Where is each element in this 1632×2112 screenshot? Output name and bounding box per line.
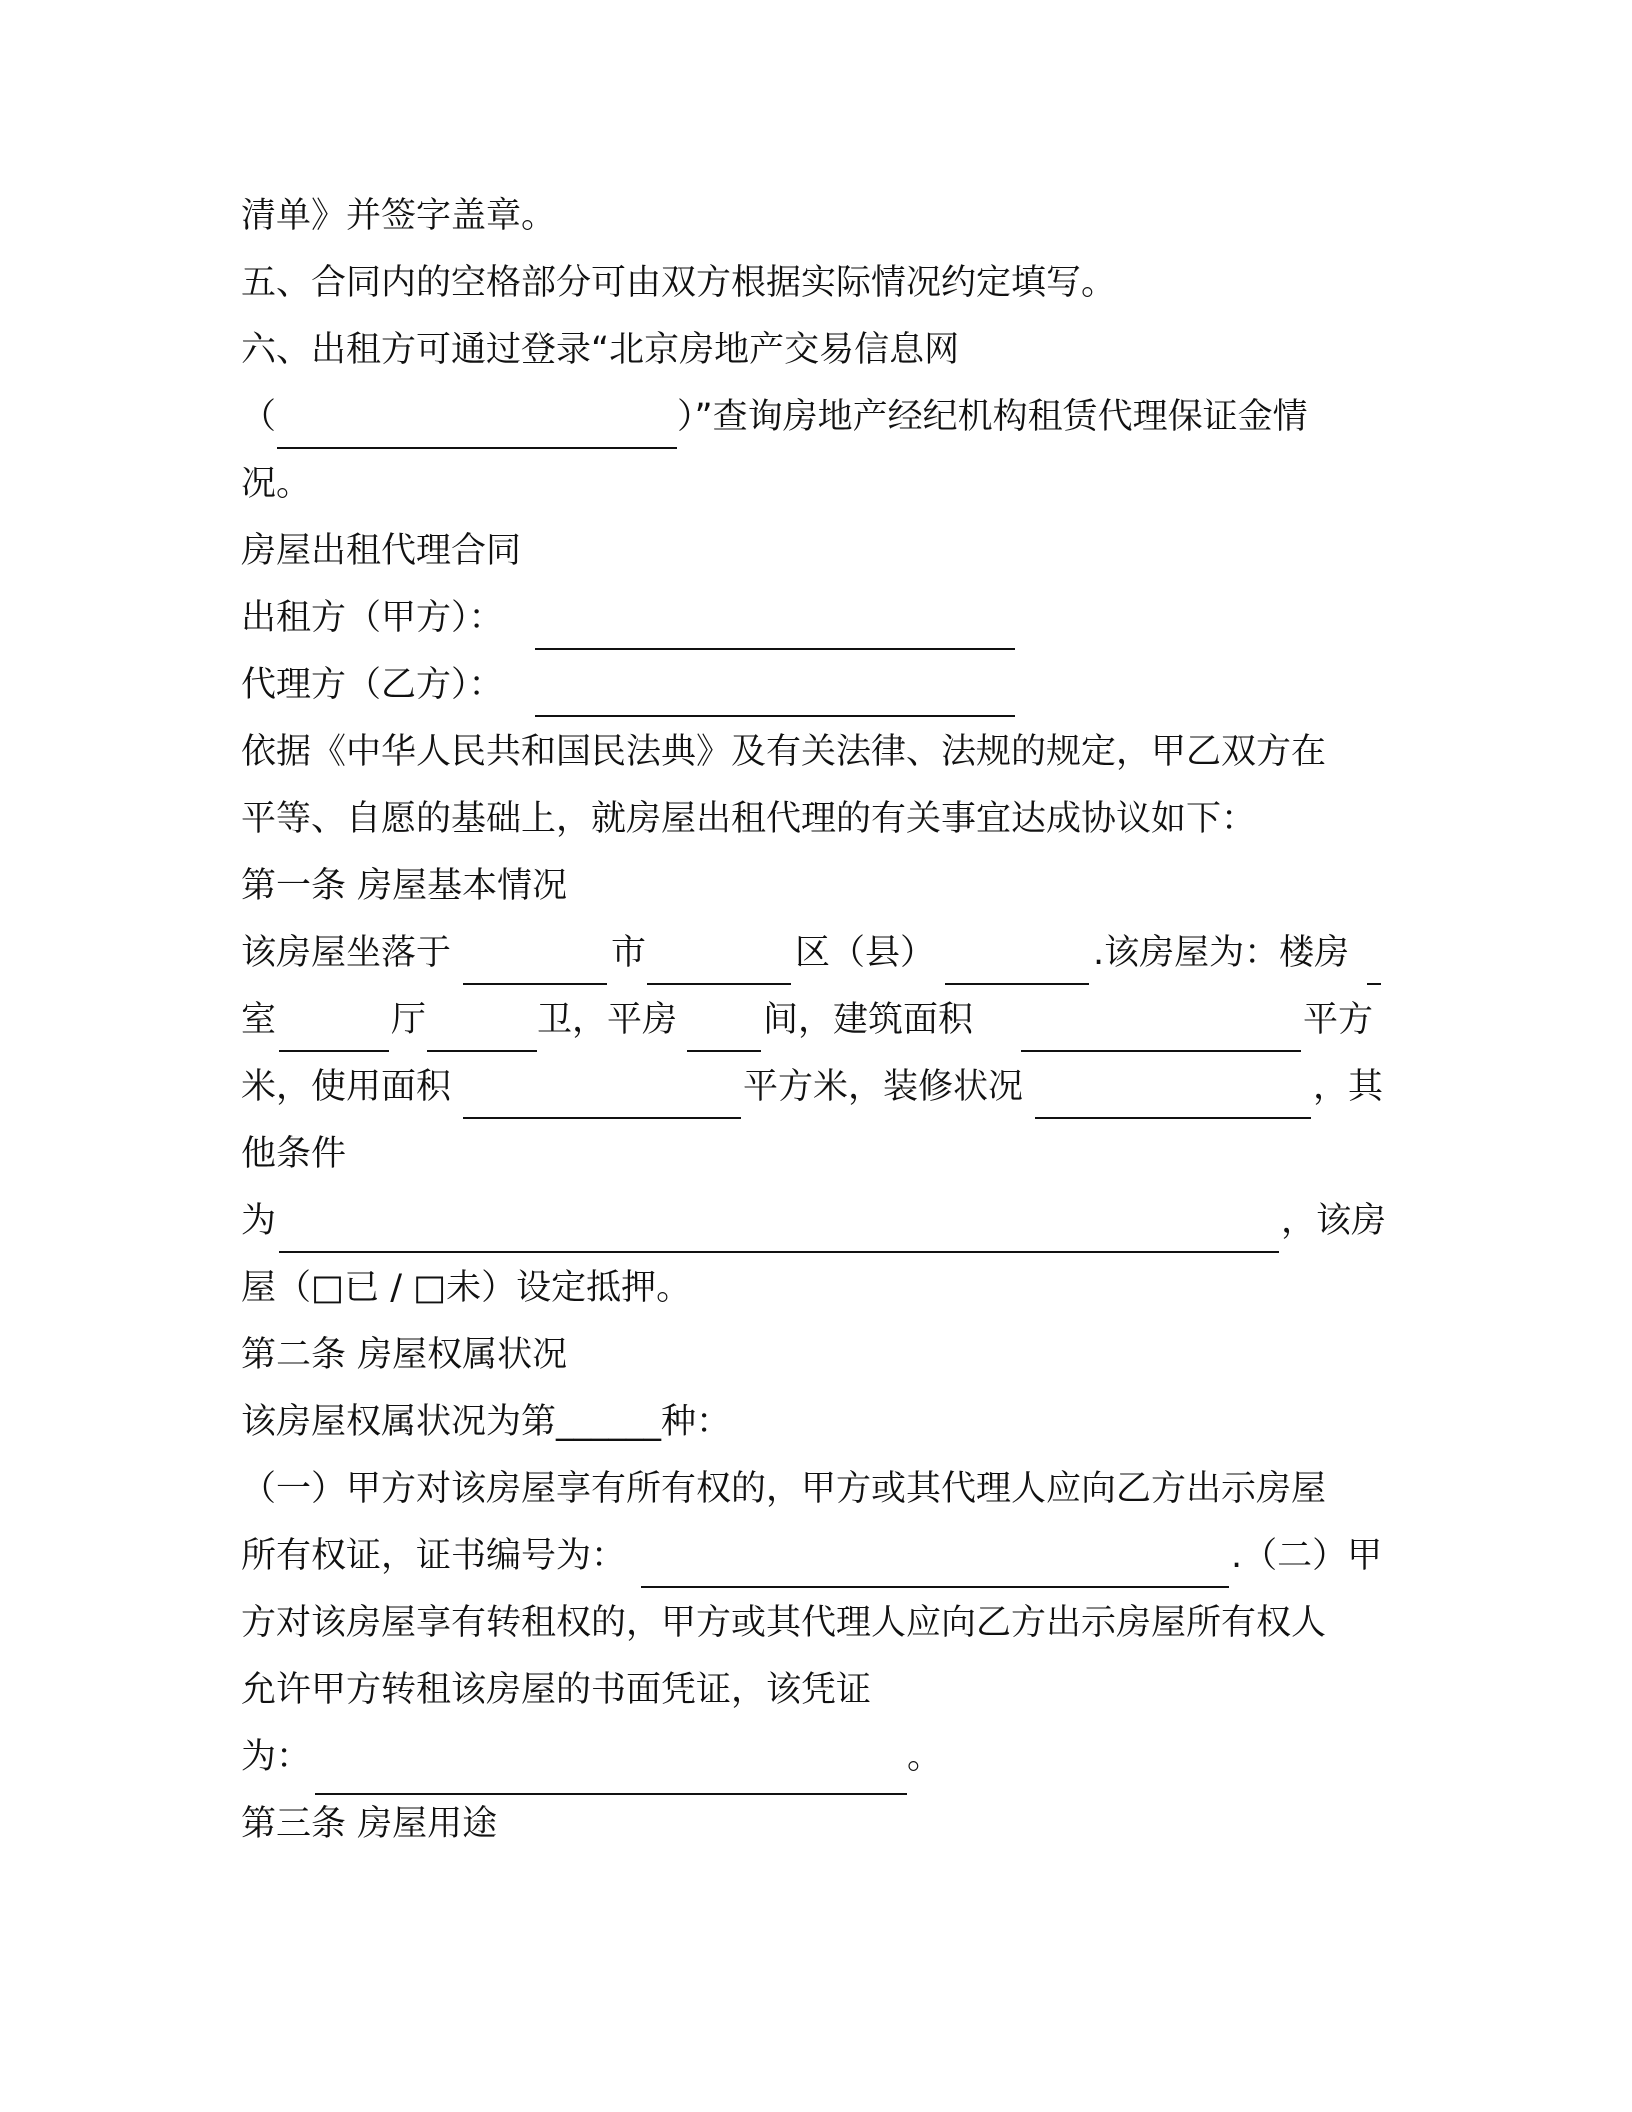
line-text: 厅 — [391, 1000, 427, 1040]
line-text: 允许甲方转租该房屋的书面凭证，该凭证 — [241, 1670, 872, 1710]
line-text: ，其 — [1313, 1067, 1384, 1107]
line-text: ，该房 — [1281, 1201, 1387, 1241]
line-text: 依据《中华人民共和国民法典》及有关法律、法规的规定，甲乙双方在 — [241, 732, 1327, 772]
line-text: 第三条 房屋用途 — [241, 1804, 498, 1844]
city-blank — [463, 923, 607, 985]
line-text: 清单》并签字盖章。 — [241, 196, 557, 236]
line-text: 代理方（乙方）： — [241, 665, 504, 705]
text-line — [241, 1191, 1387, 1251]
text-line — [241, 923, 1381, 983]
line-text: 为： — [241, 1737, 312, 1777]
decoration-blank — [1035, 1057, 1311, 1119]
line-text: 该房屋权属状况为第______种： — [241, 1402, 732, 1442]
other-conditions-blank — [279, 1191, 1279, 1253]
text-line — [241, 722, 1326, 782]
line-text: （ — [241, 397, 277, 437]
line-text: 所有权证，证书编号为： — [241, 1536, 627, 1576]
district-blank — [647, 923, 791, 985]
line-text: 方对该房屋享有转租权的，甲方或其代理人应向乙方出示房屋所有权人 — [241, 1603, 1327, 1643]
article-heading — [241, 856, 567, 916]
text-line — [241, 1593, 1326, 1653]
text-line — [241, 1660, 871, 1720]
text-line — [241, 253, 1116, 313]
text-line — [241, 990, 1381, 1050]
line-text: 房屋出租代理合同 — [241, 531, 522, 571]
address-blank — [945, 923, 1089, 985]
mortgage-line — [241, 1258, 691, 1318]
line-text: 他条件 — [241, 1134, 347, 1174]
line-text: ）”查询房地产经纪机构租赁代理保证金情 — [677, 397, 1308, 437]
url-blank — [277, 387, 677, 449]
line-text: 平方米，装修状况 — [743, 1067, 1024, 1107]
line-text: 第一条 房屋基本情况 — [241, 866, 568, 906]
contract-title — [241, 521, 521, 581]
agent-line — [241, 655, 504, 715]
line-text: 第二条 房屋权属状况 — [241, 1335, 568, 1375]
hall-blank — [427, 990, 537, 1052]
text-line — [241, 1727, 1381, 1787]
text-line — [241, 1124, 346, 1184]
line-text: 平方 — [1303, 1000, 1374, 1040]
text-line — [241, 186, 556, 246]
room-blank — [279, 990, 389, 1052]
text-line — [241, 1526, 1381, 1586]
lessor-blank — [535, 588, 1015, 650]
line-text: 。 — [907, 1737, 943, 1777]
line-text: （一）甲方对该房屋享有所有权的，甲方或其代理人应向乙方出示房屋 — [241, 1469, 1327, 1509]
text-line — [241, 1057, 1384, 1117]
text-line — [241, 387, 1308, 447]
text-line — [241, 320, 959, 380]
line-text: 该房屋坐落于 — [241, 933, 452, 973]
article-heading — [241, 1794, 497, 1854]
line-text: 六、出租方可通过登录“北京房地产交易信息网 — [241, 330, 960, 370]
bungalow-blank — [687, 990, 761, 1052]
line-text: 区（县） — [795, 933, 936, 973]
text-line — [241, 789, 1256, 849]
lessor-line — [241, 588, 504, 648]
line-text: 五、合同内的空格部分可由双方根据实际情况约定填写。 — [241, 263, 1117, 303]
text-line — [241, 1459, 1326, 1519]
line-text: 市 — [611, 933, 647, 973]
line-text: 米，使用面积 — [241, 1067, 452, 1107]
line-text: 为 — [241, 1201, 277, 1241]
line-text: 室 — [241, 1000, 277, 1040]
line-text: 间，建筑面积 — [763, 1000, 974, 1040]
building-blank — [1367, 923, 1381, 985]
line-text: 出租方（甲方）： — [241, 598, 504, 638]
certificate-number-blank — [641, 1526, 1229, 1588]
text-line — [241, 1392, 731, 1452]
line-text: 况。 — [241, 464, 312, 504]
voucher-blank — [315, 1733, 907, 1795]
line-text: 卫，平房 — [537, 1000, 678, 1040]
line-text: 屋（□已 / □未）设定抵押。 — [241, 1268, 692, 1308]
usable-area-blank — [463, 1057, 741, 1119]
agent-blank — [535, 655, 1015, 717]
line-text: .该房屋为：楼房 — [1093, 933, 1350, 973]
article-heading — [241, 1325, 567, 1385]
text-line — [241, 454, 311, 514]
line-text: .（二）甲 — [1231, 1536, 1383, 1576]
line-text: 平等、自愿的基础上，就房屋出租代理的有关事宜达成协议如下： — [241, 799, 1257, 839]
building-area-blank — [1021, 990, 1301, 1052]
